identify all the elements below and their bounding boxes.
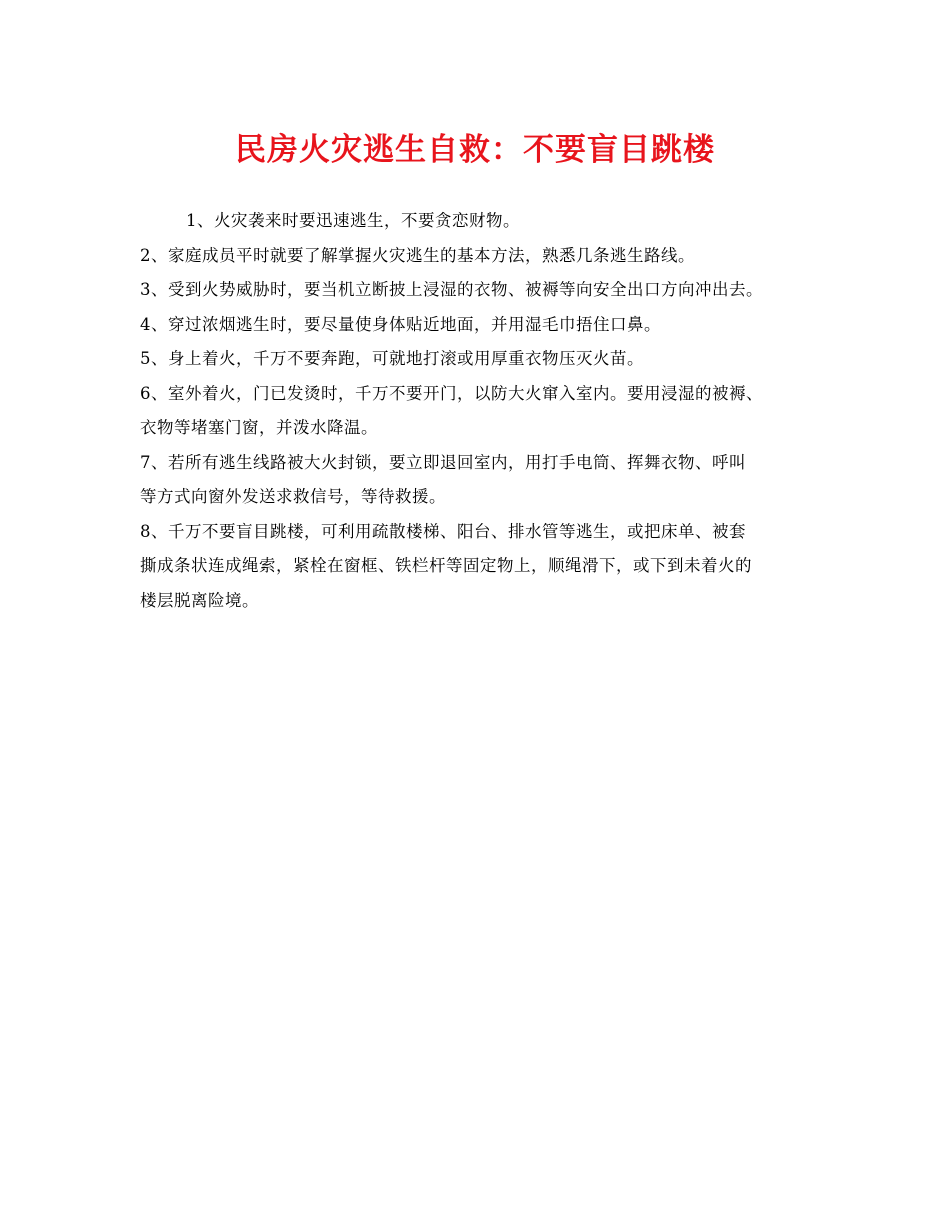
text-line-6: 6、室外着火，门已发烫时，千万不要开门，以防大火窜入室内。要用浸湿的被褥、 [140,383,763,403]
text-line-9: 等方式向窗外发送求救信号，等待救援。 [140,487,446,506]
text-line-1: 1、火灾袭来时要迅速逃生，不要贪恋财物。 [186,211,520,230]
page-title: 民房火灾逃生自救：不要盲目跳楼 [235,132,715,168]
text-line-2: 2、家庭成员平时就要了解掌握火灾逃生的基本方法，熟悉几条逃生路线。 [140,245,695,265]
text-line-11: 撕成条状连成绳索，紧栓在窗框、铁栏杆等固定物上，顺绳滑下，或下到未着火的 [140,556,752,575]
text-line-5: 5、身上着火，千万不要奔跑，可就地打滚或用厚重衣物压灭火苗。 [140,349,644,368]
text-line-4: 4、穿过浓烟逃生时，要尽量使身体贴近地面，并用湿毛巾捂住口鼻。 [140,314,661,334]
text-line-8: 7、若所有逃生线路被大火封锁，要立即退回室内，用打手电筒、挥舞衣物、呼叫 [140,452,746,472]
text-line-12: 楼层脱离险境。 [140,590,259,610]
text-line-10: 8、千万不要盲目跳楼，可利用疏散楼梯、阳台、排水管等逃生，或把床单、被套 [140,521,746,541]
text-line-7: 衣物等堵塞门窗，并泼水降温。 [140,418,378,437]
text-line-3: 3、受到火势威胁时，要当机立断披上浸湿的衣物、被褥等向安全出口方向冲出去。 [140,280,763,299]
document-body [140,204,830,618]
